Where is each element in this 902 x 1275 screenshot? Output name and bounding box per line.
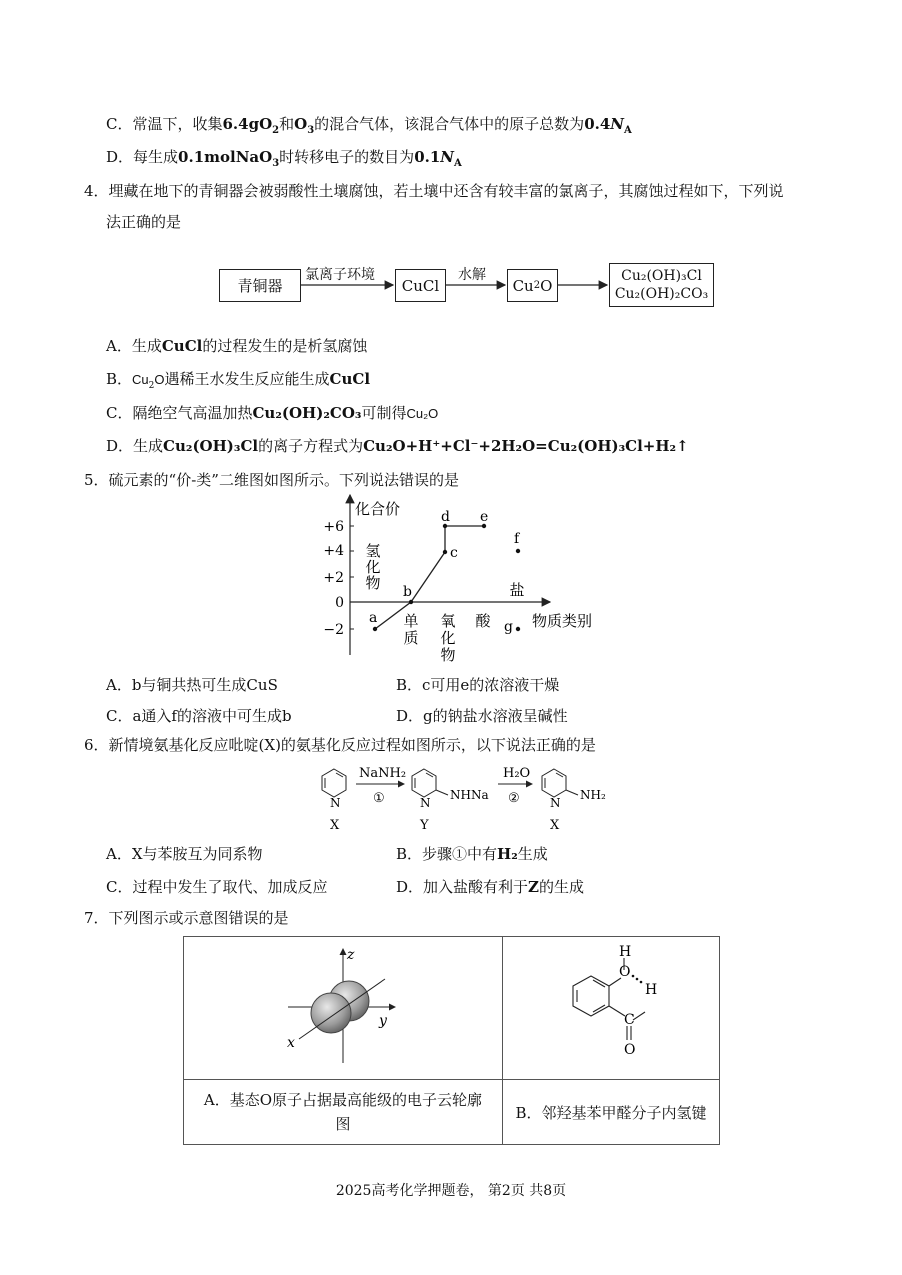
benzene-ring xyxy=(573,976,609,1016)
q7-stem: 7．下列图示或示意图错误的是 xyxy=(84,909,289,927)
flow-box-products: Cu₂(OH)₃Cl Cu₂(OH)₂CO₃ xyxy=(609,263,714,307)
ring-n-label: N xyxy=(330,796,341,810)
point-a xyxy=(373,627,377,631)
z-axis-label: z xyxy=(347,947,355,963)
substituent-nh2: NH₂ xyxy=(580,788,606,802)
point-label: b xyxy=(403,584,412,600)
category-label: 氢化物 xyxy=(365,542,381,592)
flow-arrows xyxy=(0,0,902,320)
flow-box-cu2o: Cu 2 O xyxy=(507,269,558,302)
y-axis-label: y xyxy=(379,1013,387,1029)
q4-option-c: C．隔绝空气高温加热Cu₂(OH)₂CO₃可制得Cu₂O xyxy=(106,404,439,422)
y-axis-label: 化合价 xyxy=(355,500,401,518)
q3-option-d: D．每生成0.1molNaO$_3$时转移电子的数目为$0.1N_A$ xyxy=(106,148,462,169)
q7-cell-a-caption: A．基态O原子占据最高能级的电子云轮廓 图 xyxy=(184,1080,503,1145)
q6-stem: 6．新情境氨基化反应吡啶(X)的氨基化反应过程如图所示，以下说法正确的是 xyxy=(84,736,596,754)
q4-option-b: B．$Cu_2O$遇稀王水发生反应能生成CuCl xyxy=(106,370,371,391)
category-label: 单质 xyxy=(403,612,419,647)
q6-option-b: B．步骤①中有H₂生成 xyxy=(396,845,548,863)
y-tick-label: 0 xyxy=(335,595,344,611)
pyridine-ring-3 xyxy=(542,769,578,797)
q6-option-c: C．过程中发生了取代、加成反应 xyxy=(106,878,328,896)
hbond-molecule-figure xyxy=(541,940,681,1072)
atom-h-hydroxyl: H xyxy=(619,944,632,960)
pyridine-ring-1 xyxy=(322,769,346,797)
x-axis-label: x xyxy=(287,1035,295,1051)
flow-box-bronze: 青铜器 xyxy=(219,269,301,302)
q5-option-c: C．a通入f的溶液中可生成b xyxy=(106,707,292,725)
compound-label-y: Y xyxy=(420,818,429,833)
q5-option-b: B．c可用e的浓溶液干燥 xyxy=(396,676,560,694)
q7-table xyxy=(183,936,720,1145)
q5-valence-chart xyxy=(310,490,620,670)
p-orbital-figure xyxy=(263,941,423,1071)
q3-option-c: C．常温下，收集$6.4gO_2$和$O_3$的混合气体，该混合气体中的原子总数为$0.4N_A$ xyxy=(106,115,632,136)
step-2-label: ② xyxy=(508,791,520,806)
substituent-nhna: NHNa xyxy=(450,788,489,802)
y-tick-label: +2 xyxy=(323,570,344,586)
q5-option-a: A．b与铜共热可生成CuS xyxy=(106,676,278,694)
page-footer: 2025高考化学押题卷， 第2页 共8页 xyxy=(335,1183,567,1199)
atom-o-hydroxyl: O xyxy=(619,964,631,980)
q4-option-d: D．生成Cu₂(OH)₃Cl的离子方程式为Cu₂O+H⁺+Cl⁻+2H₂O=Cu₂(OH)₃Cl+H₂↑ xyxy=(106,437,689,455)
category-label: 氧化物 xyxy=(440,612,456,664)
valence-path xyxy=(375,526,484,629)
pyridine-ring-2 xyxy=(412,769,448,797)
q7-cell-b-caption: B．邻羟基苯甲醛分子内氢键 xyxy=(503,1080,720,1145)
point-label: f xyxy=(514,531,520,547)
y-tick-label: −2 xyxy=(323,622,344,638)
step-1-label: ① xyxy=(373,791,385,806)
q5-option-d: D．g的钠盐水溶液呈碱性 xyxy=(396,707,568,725)
q6-option-a: A．X与苯胺互为同系物 xyxy=(106,845,263,863)
point-label: g xyxy=(504,619,513,635)
category-label: 盐 xyxy=(509,581,525,599)
atom-o-aldehyde: O xyxy=(624,1042,636,1058)
q7-cell-a-figure xyxy=(184,937,503,1080)
reagent-2: H₂O xyxy=(503,766,531,781)
q7-cell-b-figure xyxy=(503,937,720,1080)
q6-option-d: D．加入盐酸有利于Z的生成 xyxy=(396,878,584,896)
y-tick-label: +6 xyxy=(323,519,344,535)
flow-arrow1-label: 氯离子环境 xyxy=(305,267,375,283)
q6-reaction-scheme xyxy=(300,755,620,835)
atom-h-aldehyde: H xyxy=(645,982,658,998)
compound-label-x: X xyxy=(330,818,340,833)
category-label: 酸 xyxy=(475,612,491,630)
point-f xyxy=(516,549,520,553)
q4-stem-line1: 4．埋藏在地下的青铜器会被弱酸性土壤腐蚀，若土壤中还含有较丰富的氯离子，其腐蚀过程如下，下列说 xyxy=(84,182,784,200)
point-label: e xyxy=(480,509,489,525)
reagent-1: NaNH₂ xyxy=(359,766,407,781)
x-axis-label: 物质类别 xyxy=(532,612,593,630)
point-label: d xyxy=(441,509,450,525)
point-c xyxy=(443,550,447,554)
atom-c-aldehyde: C xyxy=(624,1012,635,1028)
q4-option-a: A．生成CuCl的过程发生的是析氢腐蚀 xyxy=(106,337,368,355)
ring-n-label: N xyxy=(420,796,431,810)
point-label: c xyxy=(450,545,458,561)
ring-n-label: N xyxy=(550,796,561,810)
flow-box-cucl: CuCl xyxy=(395,269,446,302)
point-g xyxy=(516,627,520,631)
y-tick-label: +4 xyxy=(323,543,344,559)
flow-arrow2-label: 水解 xyxy=(458,267,486,283)
point-label: a xyxy=(369,610,378,626)
q4-stem-line2: 法正确的是 xyxy=(106,213,182,231)
point-b xyxy=(409,600,413,604)
q5-stem: 5．硫元素的“价-类”二维图如图所示。下列说法错误的是 xyxy=(84,471,459,489)
compound-label-x2: X xyxy=(550,818,560,833)
